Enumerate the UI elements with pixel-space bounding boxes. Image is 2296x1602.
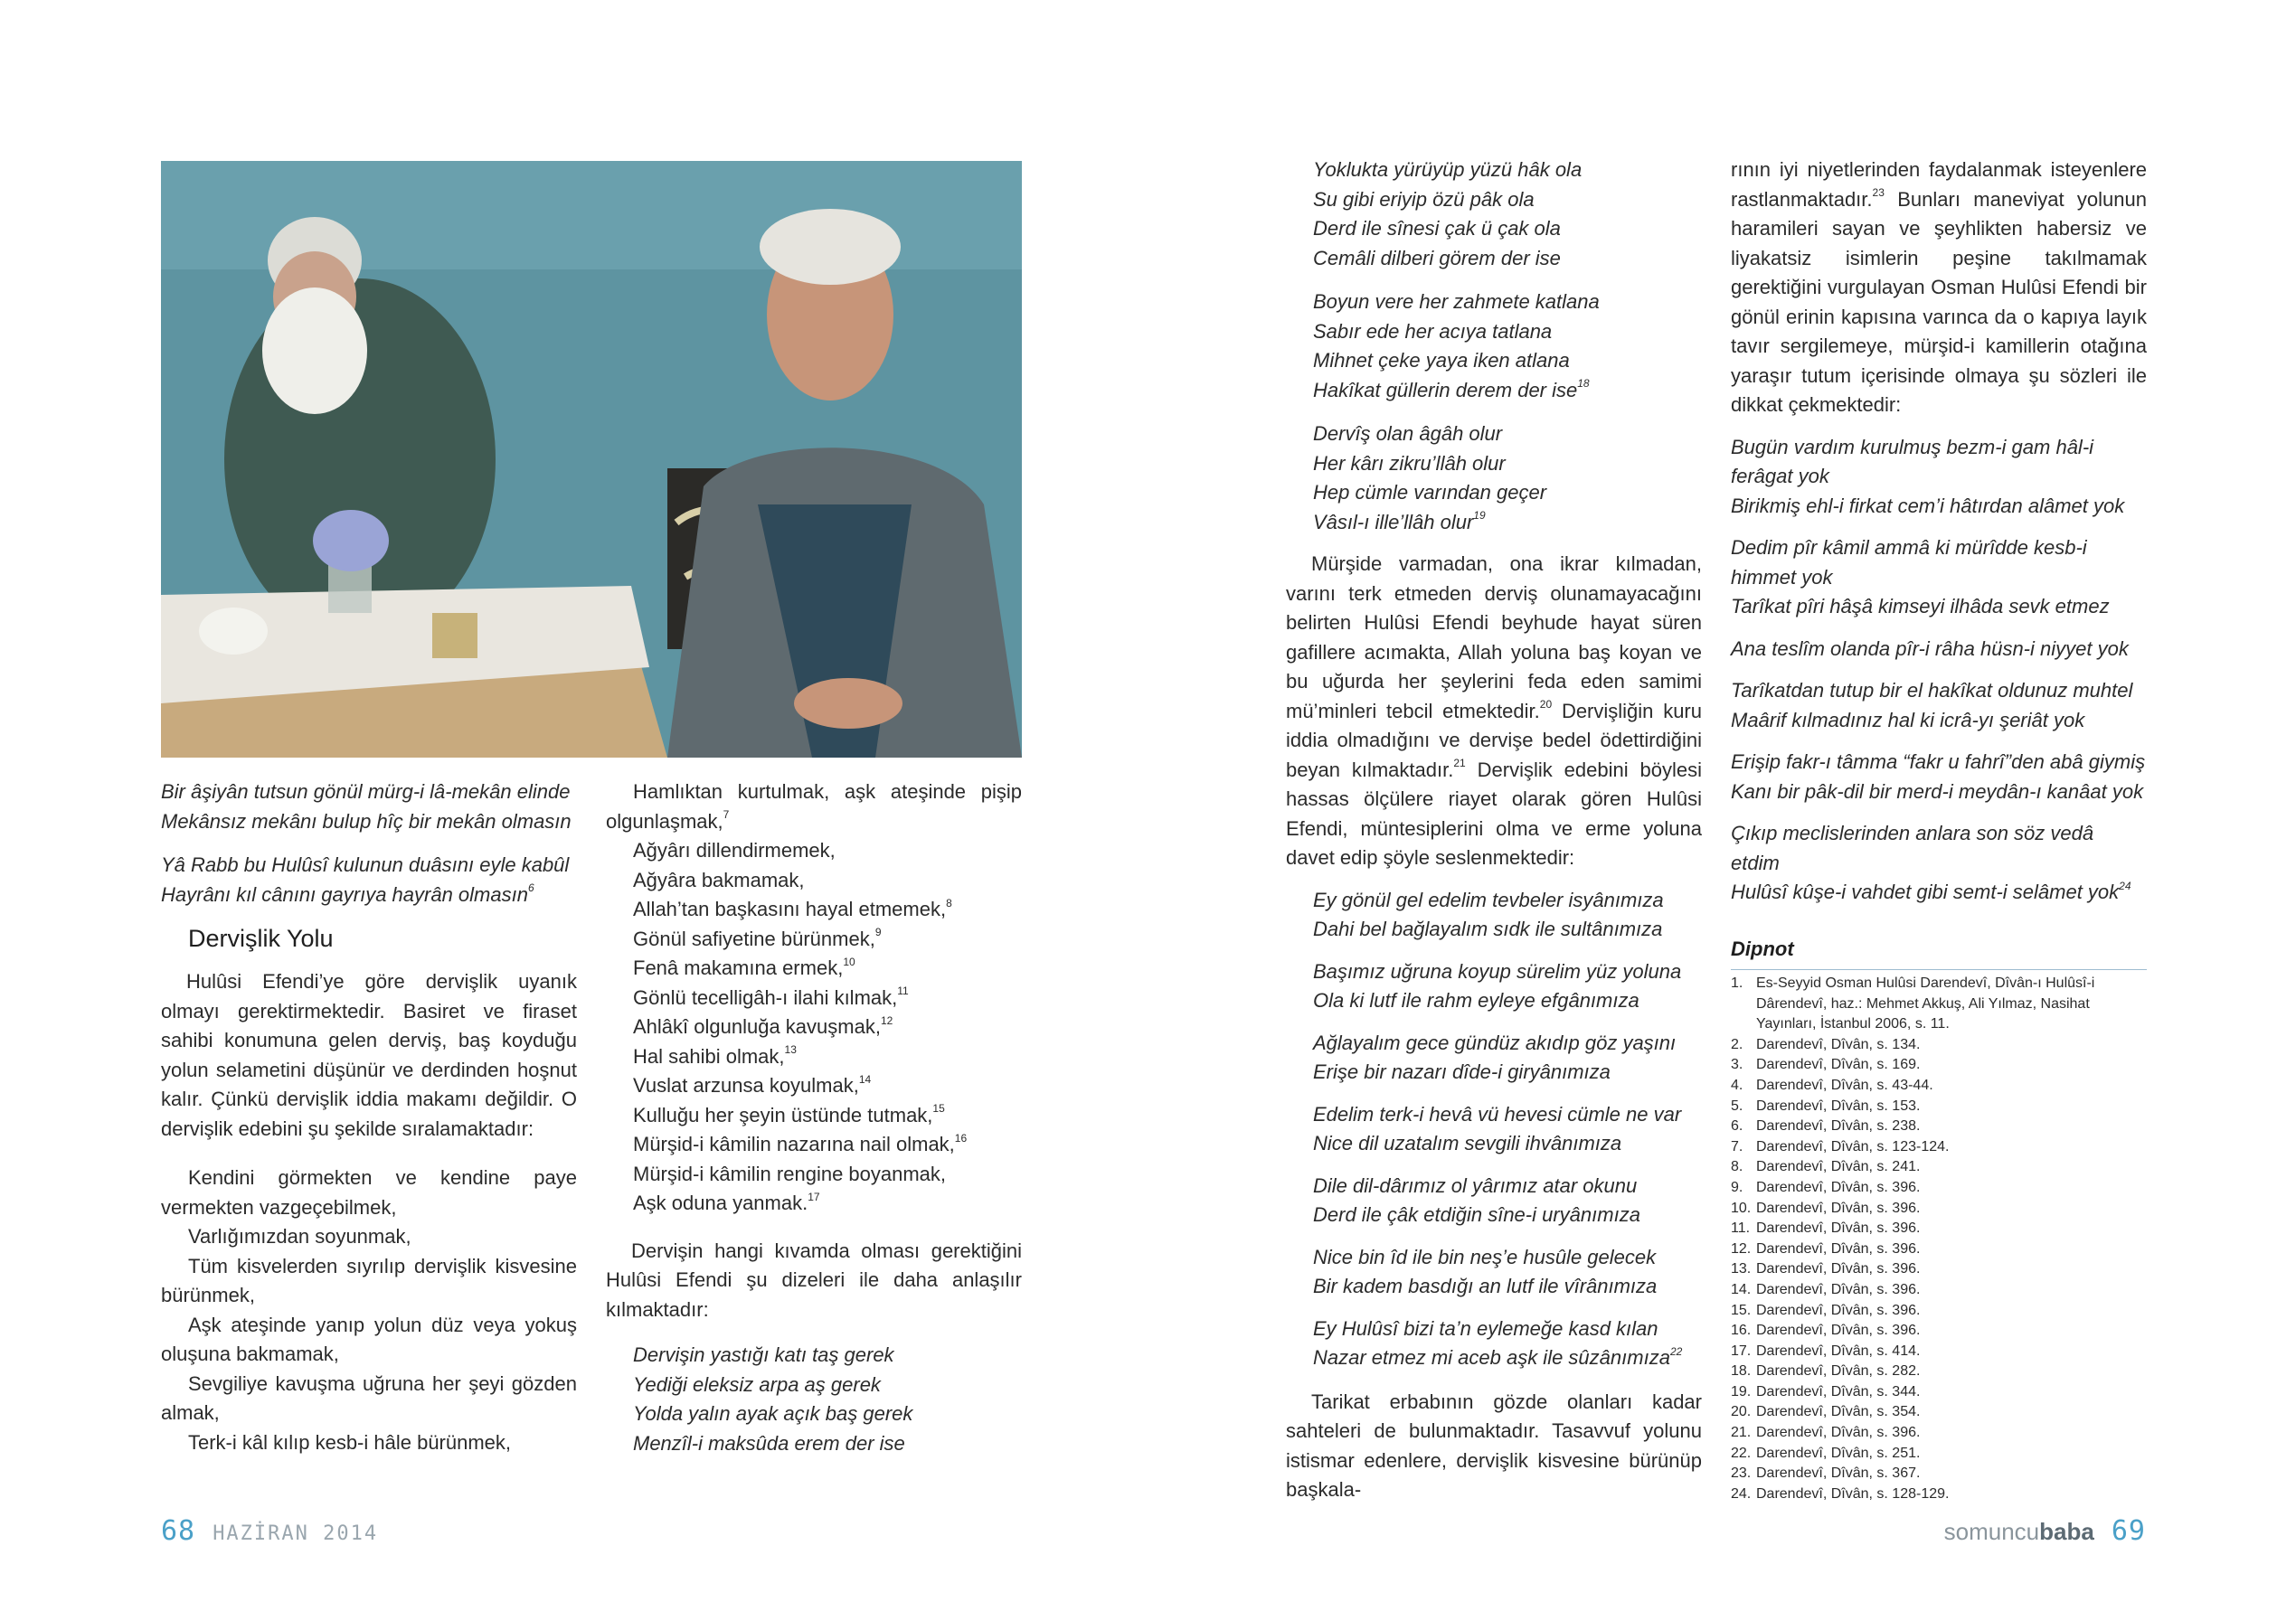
footnote-text: Darendevî, Dîvân, s. 367. — [1756, 1465, 1921, 1482]
footnote-item — [1731, 1423, 2147, 1444]
page-number: 69 — [2111, 1515, 2146, 1547]
verse-line: Yâ Rabb bu Hulûsî kulunun duâsını eyle kabûl — [161, 853, 570, 876]
list-item-text: Allah’tan başkasını hayal etmemek, — [633, 898, 947, 920]
list-item: Terk-i kâl kılıp kesb-i hâle bürünmek, — [188, 1430, 512, 1454]
footnote-number: 7. — [1731, 1138, 1743, 1154]
verse-line: Yoklukta yürüyüp yüzü hâk ola — [1313, 158, 1583, 181]
footnote-ref: 16 — [954, 1131, 968, 1145]
footnote-text: Darendevî, Dîvân, s. 396. — [1756, 1281, 1921, 1297]
stanza — [1313, 1315, 1702, 1373]
verse-line: Ey gönül gel edelim tevbeler isyânımıza — [1313, 888, 1664, 911]
footnote-item — [1731, 1239, 2147, 1260]
verse-line: Edelim terk-i hevâ vü hevesi cümle ne var — [1313, 1102, 1682, 1126]
footnote-ref: 21 — [1453, 757, 1466, 770]
verse-line: Mekânsız mekânı bulup hîç bir mekân olmasın — [161, 809, 572, 833]
list-item — [606, 1101, 1022, 1131]
list-item-text: Kulluğu her şeyin üstünde tutmak, — [633, 1103, 933, 1126]
footnote-text: Darendevî, Dîvân, s. 128-129. — [1756, 1485, 1950, 1502]
list-item — [606, 984, 1022, 1013]
verse-line: Ağlayalım gece gündüz akıdıp göz yaşını — [1313, 1031, 1677, 1054]
footnote-number: 1. — [1731, 975, 1743, 991]
verse-line: Erişe bir nazarı dîde-i giryânımıza — [1313, 1060, 1611, 1083]
list-item: Sevgiliye kavuşma uğruna her şeyi gözden almak, — [161, 1371, 577, 1424]
footnote-ref: 19 — [1473, 509, 1486, 523]
col3-paragraph-1 — [1286, 550, 1702, 873]
intro-paragraph: Hulûsi Efendi’ye göre dervişlik uyanık olmayı gerektirmektedir. Basiret ve firaset sahibi konumuna gelen derviş, baş koyduğu yolun selametini düşünür ve derdinden hoşnut kalır. Çünkü dervişlik iddia makamı değildir. O dervişlik edebini şu şekilde sıralamaktadır: — [161, 970, 577, 1140]
verse-line: Dahi bel bağlayalım sıdk ile sultânımıza — [1313, 918, 1663, 940]
footnote-text: Darendevî, Dîvân, s. 396. — [1756, 1200, 1921, 1216]
stanza-group-2 — [1286, 886, 1702, 1373]
paragraph-text: Dervişliğin kuru iddia olmadığını ve dervişe bedel ödettirdiğini beyan kılmaktadır. — [1286, 699, 1702, 781]
paragraph-text: rının iyi niyetlerinden faydalanmak isteyenlere rastlanmaktadır. — [1731, 158, 2147, 211]
footnote-text: Darendevî, Dîvân, s. 241. — [1756, 1159, 1921, 1175]
footnote-text: Darendevî, Dîvân, s. 396. — [1756, 1261, 1921, 1277]
stanza — [1286, 287, 1702, 405]
stanza — [1286, 155, 1702, 273]
stanza — [1313, 1172, 1702, 1230]
footnote-text: Darendevî, Dîvân, s. 251. — [1756, 1445, 1921, 1461]
verse-line: Hulûsî kûşe-i vahdet gibi semt-i selâmet yok — [1731, 881, 2120, 903]
footnote-item — [1731, 1402, 2147, 1423]
footnote-number: 11. — [1731, 1220, 1751, 1237]
list-item — [606, 925, 1022, 955]
footnote-number: 13. — [1731, 1261, 1752, 1277]
footnote-item — [1731, 1464, 2147, 1484]
footnote-ref: 20 — [1539, 698, 1553, 711]
list-item-text: Mürşid-i kâmilin rengine boyanmak, — [633, 1162, 947, 1185]
footnote-item — [1731, 1484, 2147, 1505]
verse-line: Bir kadem basdığı an lutf ile vîrânımıza — [1313, 1275, 1658, 1297]
stanza — [1731, 433, 2147, 522]
list-item-text: Hal sahibi olmak, — [633, 1044, 785, 1068]
footnote-text: Darendevî, Dîvân, s. 153. — [1756, 1098, 1921, 1114]
verse-line: Birikmiş ehl-i firkat cem’i hâtırdan alâmet yok — [1731, 494, 2125, 517]
verse-line: Kanı bir pâk-dil bir merd-i meydân-ı kanâat yok — [1731, 779, 2144, 803]
verse-line: Nice bin îd ile bin neş’e husûle gelecek — [1313, 1245, 1657, 1268]
footnote-item — [1731, 1259, 2147, 1280]
list-item-text: Mürşid-i kâmilin nazarına nail olmak, — [633, 1133, 955, 1155]
paragraph-text: Mürşide varmadan, ona ikrar kılmadan, varını terk etmeden derviş olunamayacağını belirten Hulûsi Efendi beyhude hayat süren gafillere acımakta, Allah yoluna baş koyan ve bu uğurda her şeylerini feda eden samimi mü’minleri tebcil etmektedir. — [1286, 552, 1702, 722]
footnote-text: Darendevî, Dîvân, s. 396. — [1756, 1323, 1921, 1339]
list-item-text: Gönül safiyetine bürünmek, — [633, 927, 875, 950]
right-column-3 — [1286, 155, 1702, 1505]
footnote-number: 6. — [1731, 1118, 1743, 1135]
stanza — [1313, 1243, 1702, 1302]
footnote-number: 18. — [1731, 1363, 1752, 1380]
magazine-logo — [1944, 1518, 2094, 1545]
col3-paragraph-2: Tarikat erbabının gözde olanları kadar sahteleri de bulunmaktadır. Tasavvuf yolunu istismar edenlere, dervişlik kisvesine bürünüp başkala- — [1286, 1390, 1702, 1501]
footnote-number: 15. — [1731, 1302, 1752, 1318]
col2-paragraph: Dervişin hangi kıvamda olması gerektiğini Hulûsi Efendi şu dizeleri ile daha anlaşılır kılmaktadır: — [606, 1239, 1022, 1321]
footnote-text: Darendevî, Dîvân, s. 396. — [1756, 1220, 1921, 1237]
list-item-text: Hamlıktan kurtulmak, aşk ateşinde pişip olgunlaşmak, — [606, 780, 1022, 833]
footnote-ref: 11 — [897, 985, 909, 998]
footnote-item — [1731, 1219, 2147, 1239]
stanza — [1731, 635, 2147, 664]
page-number: 68 — [161, 1515, 196, 1547]
footnote-number: 8. — [1731, 1159, 1743, 1175]
list-item — [606, 866, 1022, 896]
list-item-text: Ağyârı dillendirmemek, — [633, 839, 836, 862]
verse-line: Menzîl-i maksûda erem der ise — [633, 1431, 905, 1455]
footnote-number: 5. — [1731, 1098, 1743, 1114]
left-column-2 — [606, 777, 1022, 1458]
list-item — [606, 1130, 1022, 1160]
verse-line: Cemâli dilberi görem der ise — [1313, 246, 1561, 269]
left-column-1 — [161, 777, 577, 1457]
list-item — [606, 836, 1022, 866]
footnotes — [1731, 935, 2147, 1505]
verse-line: Bugün vardım kurulmuş bezm-i gam hâl-i ferâgat yok — [1731, 435, 2094, 487]
footnote-ref: 24 — [2119, 879, 2131, 892]
list-item-text: Ağyâra bakmamak, — [633, 868, 805, 891]
verse-line: Dedim pîr kâmil ammâ ki mürîdde kesb-i himmet yok — [1731, 536, 2087, 589]
footnote-ref: 17 — [808, 1190, 820, 1203]
footnote-item — [1731, 1342, 2147, 1362]
list-item-text: Vuslat arzunsa koyulmak, — [633, 1074, 859, 1097]
verse-line: Çıkıp meclislerinden anlara son söz vedâ etdim — [1731, 822, 2094, 874]
verse-line: Hep cümle varından geçer — [1313, 481, 1547, 504]
verse-line: Ola ki lutf ile rahm eyleye efgânımıza — [1313, 989, 1639, 1012]
verse-line: Vâsıl-ı ille’llâh olur — [1313, 510, 1474, 533]
footnote-item — [1731, 974, 2147, 1035]
caption-verse-1 — [161, 777, 577, 836]
stanza — [1313, 1100, 1702, 1159]
stanza — [1731, 676, 2147, 735]
footnote-number: 10. — [1731, 1200, 1752, 1216]
footnote-ref: 14 — [858, 1072, 872, 1086]
footnote-ref: 22 — [1669, 1344, 1683, 1358]
footnote-text: Darendevî, Dîvân, s. 238. — [1756, 1118, 1921, 1135]
list-item — [606, 1042, 1022, 1072]
footnote-number: 14. — [1731, 1281, 1752, 1297]
footnote-number: 3. — [1731, 1057, 1743, 1073]
verse-line: Dervîş olan âgâh olur — [1313, 422, 1503, 445]
footnote-ref: 12 — [880, 1013, 893, 1027]
stanza — [1313, 886, 1702, 945]
photo-two-men — [161, 161, 1022, 758]
footnote-item — [1731, 1301, 2147, 1322]
footnote-divider — [1731, 969, 2147, 970]
verse-line: Yediği eleksiz arpa aş gerek — [633, 1372, 881, 1396]
footnote-ref: 8 — [946, 896, 952, 909]
stanza — [1286, 419, 1702, 537]
footnote-text: Darendevî, Dîvân, s. 134. — [1756, 1036, 1921, 1052]
list-item-text: Ahlâkî olgunluğa kavuşmak, — [633, 1015, 881, 1038]
footnote-text: Darendevî, Dîvân, s. 354. — [1756, 1404, 1921, 1420]
stanza — [1313, 1029, 1702, 1088]
verse-line: Başımız uğruna koyup sürelim yüz yoluna — [1313, 959, 1682, 983]
footnote-item — [1731, 1117, 2147, 1137]
issue-date: HAZİRAN 2014 — [213, 1522, 379, 1545]
verse-line: Ana teslîm olanda pîr-i râha hüsn-i niyyet yok — [1731, 636, 2129, 660]
footnote-ref: 18 — [1577, 377, 1590, 391]
footnote-item — [1731, 1076, 2147, 1097]
verse-line: Hayrânı kıl cânını gayrıya hayrân olmasın — [161, 882, 528, 906]
footnote-text: Darendevî, Dîvân, s. 344. — [1756, 1383, 1921, 1399]
verse-line: Ey Hulûsî bizi ta’n eylemeğe kasd kılan — [1313, 1316, 1658, 1340]
list-item-text: Aşk oduna yanmak. — [633, 1192, 808, 1214]
footnote-number: 24. — [1731, 1485, 1752, 1502]
list-item — [606, 1160, 1022, 1190]
verse-line: Tarîkat pîri hâşâ kimseyi ilhâda sevk etmez — [1731, 595, 2110, 617]
verse-line: Her kârı zikru’llâh olur — [1313, 451, 1506, 475]
footnote-number: 19. — [1731, 1383, 1752, 1399]
verse-line: Mihnet çeke yaya iken atlana — [1313, 349, 1570, 372]
footnote-text: Darendevî, Dîvân, s. 43-44. — [1756, 1077, 1933, 1093]
footnote-ref: 7 — [723, 808, 730, 822]
verse-line: Dervişin yastığı katı taş gerek — [633, 1343, 894, 1366]
verse-line: Maârif kılmadınız hal ki icrâ-yı şeriât yok — [1731, 708, 2085, 731]
footnote-item — [1731, 1137, 2147, 1158]
footnote-text: Darendevî, Dîvân, s. 396. — [1756, 1179, 1921, 1195]
footnote-number: 9. — [1731, 1179, 1743, 1195]
footnote-number: 21. — [1731, 1425, 1752, 1441]
verse-line: Derd ile sînesi çak ü çak ola — [1313, 217, 1561, 240]
footnote-item — [1731, 1157, 2147, 1178]
footnote-title: Dipnot — [1731, 937, 1794, 960]
footnote-number: 23. — [1731, 1465, 1752, 1482]
list-item — [606, 1071, 1022, 1101]
footnote-number: 16. — [1731, 1323, 1752, 1339]
footnote-item — [1731, 1178, 2147, 1199]
etiquette-list-2 — [606, 777, 1022, 1219]
verse-line: Su gibi eriyip özü pâk ola — [1313, 187, 1535, 211]
footnote-text: Es-Seyyid Osman Hulûsi Darendevî, Dîvân-ı Hulûsî-i Dârendevî, haz.: Mehmet Akkuş, Ali Yılmaz, Nasihat Yayınları, İstanbul 2006, s. 11. — [1756, 975, 2095, 1032]
footnote-text: Darendevî, Dîvân, s. 169. — [1756, 1057, 1921, 1073]
footnote-item — [1731, 1097, 2147, 1117]
verse-line: Boyun vere her zahmete katlana — [1313, 290, 1600, 313]
stanza — [1313, 957, 1702, 1016]
list-item: Varlığımızdan soyunmak, — [188, 1225, 411, 1248]
verse-line: Dile dil-dârımız ol yârımız atar okunu — [1313, 1173, 1638, 1197]
footnote-item — [1731, 1382, 2147, 1403]
list-item — [606, 777, 1022, 836]
verse-line: Derd ile çâk etdiğin sîne-i uryânımıza — [1313, 1203, 1640, 1226]
col4-stanzas — [1731, 433, 2147, 908]
logo-part-b: baba — [2039, 1518, 2094, 1545]
stanza — [1731, 533, 2147, 622]
list-item — [606, 895, 1022, 925]
folio-right — [1944, 1515, 2146, 1547]
footnote-text: Darendevî, Dîvân, s. 396. — [1756, 1302, 1921, 1318]
list-item-text: Gönlü tecelligâh-ı ilahi kılmak, — [633, 985, 898, 1009]
stanza — [1731, 819, 2147, 908]
footnote-text: Darendevî, Dîvân, s. 123-124. — [1756, 1138, 1950, 1154]
list-item — [606, 1189, 1022, 1219]
footnote-item — [1731, 1362, 2147, 1382]
verse-line: Nazar etmez mi aceb aşk ile sûzânımıza — [1313, 1346, 1670, 1369]
footnote-ref: 15 — [932, 1102, 945, 1116]
footnote-text: Darendevî, Dîvân, s. 282. — [1756, 1363, 1921, 1380]
footnote-number: 2. — [1731, 1036, 1743, 1052]
list-item: Tüm kisvelerden sıyrılıp dervişlik kisvesine bürünmek, — [161, 1254, 577, 1306]
footnote-text: Darendevî, Dîvân, s. 414. — [1756, 1343, 1921, 1359]
verse-line: Tarîkatdan tutup bir el hakîkat oldunuz muhtel — [1731, 679, 2133, 702]
col2-stanza — [606, 1341, 1022, 1458]
etiquette-list-1 — [161, 1164, 577, 1457]
verse-line: Sabır ede her acıya tatlana — [1313, 319, 1553, 343]
footnote-ref: 13 — [784, 1043, 797, 1057]
footnote-ref: 6 — [527, 881, 534, 895]
caption-verse-2 — [161, 851, 577, 909]
list-item — [606, 954, 1022, 984]
footnote-item — [1731, 1055, 2147, 1076]
footnote-item — [1731, 1280, 2147, 1301]
footnote-text: Darendevî, Dîvân, s. 396. — [1756, 1240, 1921, 1257]
paragraph-text: Dervişlik edebini böylesi hassas ölçülere riayet olarak gören Hulûsi Efendi, müntesiplerini olma ve erme yoluna davet edip şöyle seslenmektedir: — [1286, 758, 1702, 869]
footnote-number: 17. — [1731, 1343, 1752, 1359]
footnote-item — [1731, 1199, 2147, 1220]
list-item: Aşk ateşinde yanıp yolun düz veya yokuş oluşuna bakmamak, — [161, 1313, 577, 1365]
right-column-4 — [1731, 155, 2147, 1504]
footnote-number: 12. — [1731, 1240, 1752, 1257]
section-title: Dervişlik Yolu — [188, 925, 334, 952]
list-item — [606, 1013, 1022, 1042]
folio-left — [161, 1515, 378, 1547]
verse-line: Bir âşiyân tutsun gönül mürg-i lâ-mekân elinde — [161, 780, 571, 803]
paragraph-text: Bunları maneviyat yolunun haramileri sayan ve şeyhlikten habersiz ve liyakatsiz isimlerin peşine takılmamak gerektiğini vurgulayan Osman Hulûsi Efendi bir gönül erinin kapısına varınca da o kapıya layık tavır sergilemeye, mürşid-i kamillerin otağına yaraşır tutum içerisinde olmaya şu sözleri ile dikkat çekmektedir: — [1731, 187, 2147, 416]
footnote-number: 22. — [1731, 1445, 1752, 1461]
verse-line: Nice dil uzatalım sevgili ihvânımıza — [1313, 1132, 1622, 1154]
verse-line: Hakîkat güllerin derem der ise — [1313, 378, 1578, 401]
footnote-ref: 9 — [874, 926, 882, 939]
footnote-item — [1731, 1444, 2147, 1465]
stanza — [1731, 748, 2147, 806]
footnote-list — [1731, 974, 2147, 1504]
footnote-item — [1731, 1321, 2147, 1342]
footnote-ref: 10 — [843, 955, 855, 968]
list-item: Kendini görmekten ve kendine paye vermekten vazgeçebilmek, — [161, 1166, 577, 1219]
footnote-ref: 23 — [1872, 186, 1885, 200]
footnote-number: 4. — [1731, 1077, 1743, 1093]
verse-line: Erişip fakr-ı tâmma “fakr u fahrî”den abâ giymiş — [1731, 750, 2146, 773]
verse-line: Yolda yalın ayak açık baş gerek — [633, 1402, 913, 1425]
footnote-number: 20. — [1731, 1404, 1752, 1420]
list-item-text: Fenâ makamına ermek, — [633, 956, 844, 979]
logo-part-a: somuncu — [1943, 1518, 2040, 1545]
col4-paragraph — [1731, 155, 2147, 420]
footnote-text: Darendevî, Dîvân, s. 396. — [1756, 1425, 1921, 1441]
footnote-item — [1731, 1035, 2147, 1056]
